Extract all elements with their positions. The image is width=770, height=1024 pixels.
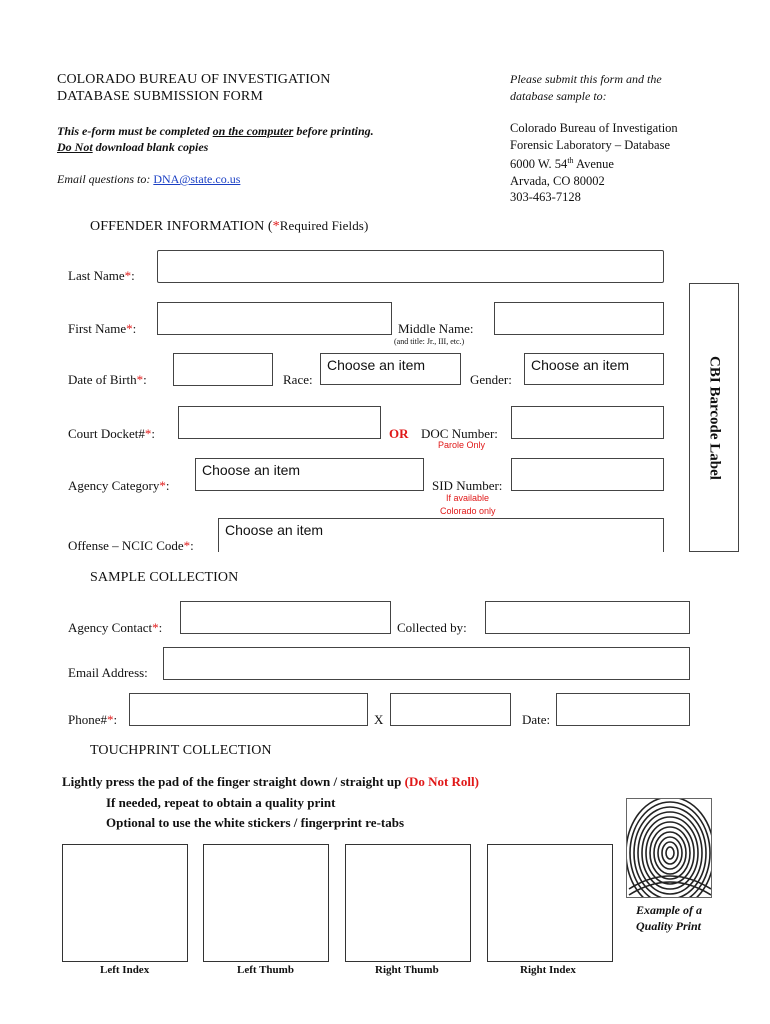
parole-only-note: Parole Only: [438, 440, 486, 450]
colon: :: [165, 478, 170, 493]
first-name-text: First Name: [68, 321, 127, 336]
race-label: Race:: [283, 372, 313, 387]
fingerprint-example-icon: [626, 798, 712, 898]
agency-contact-text: Agency Contact: [68, 620, 153, 635]
email-questions: [57, 172, 240, 187]
last-name-input[interactable]: [157, 250, 664, 283]
fingerprint-svg: [627, 799, 712, 898]
notice-text-2: download blank copies: [92, 140, 209, 154]
agency-category-dropdown[interactable]: Choose an item: [195, 458, 424, 491]
required-star: *: [126, 321, 133, 336]
if-available-note: If available: [446, 493, 490, 503]
right-index-print-box[interactable]: [487, 844, 613, 962]
colorado-only-note: Colorado only: [440, 506, 496, 516]
email-address-label: Email Address:: [68, 665, 148, 680]
phone-text: Phone#: [68, 712, 107, 727]
gender-dropdown[interactable]: Choose an item: [524, 353, 664, 385]
barcode-label-box: [689, 283, 739, 552]
notice-underline: on the computer: [212, 124, 294, 138]
agency-category-label: [68, 478, 169, 494]
right-thumb-print-box[interactable]: [345, 844, 471, 962]
right-thumb-label: Right Thumb: [375, 964, 439, 976]
offense-code-dropdown[interactable]: Choose an item: [218, 518, 664, 552]
first-name-input[interactable]: [157, 302, 392, 335]
left-index-label: Left Index: [100, 964, 150, 976]
submit-line-2: database sample to:: [510, 89, 607, 103]
right-index-label: Right Index: [520, 964, 576, 976]
example-caption-1: Example of a: [636, 903, 702, 917]
address-line-1: Colorado Bureau of Investigation: [510, 121, 678, 135]
colon: :: [131, 268, 135, 283]
court-docket-text: Court Docket#: [68, 426, 145, 441]
submit-line-1: Please submit this form and the: [510, 72, 662, 86]
email-questions-label: Email questions to:: [57, 172, 154, 186]
address-sup: th: [567, 156, 574, 165]
offense-code-label: [68, 538, 194, 554]
email-address-input[interactable]: [163, 647, 690, 680]
do-not-roll-warning: (Do Not Roll): [404, 774, 479, 789]
address-line-4: Arvada, CO 80002: [510, 173, 605, 188]
notice-text-end: before printing.: [293, 124, 374, 138]
form-title: DATABASE SUBMISSION FORM: [57, 89, 263, 104]
date-input[interactable]: [556, 693, 690, 726]
offender-section-title: [90, 218, 368, 235]
last-name-label: [68, 268, 135, 284]
org-name: COLORADO BUREAU OF INVESTIGATION: [57, 72, 331, 87]
required-star: *: [183, 538, 191, 553]
sample-section-title: SAMPLE COLLECTION: [90, 570, 239, 585]
last-name-text: Last Name: [68, 268, 125, 283]
colon: :: [190, 538, 194, 553]
first-name-label: [68, 321, 136, 337]
offense-code-text: Offense – NCIC Code: [68, 538, 184, 553]
left-index-print-box[interactable]: [62, 844, 188, 962]
required-star: *: [124, 268, 132, 283]
touchprint-section-title: TOUCHPRINT COLLECTION: [90, 743, 272, 758]
offender-title-text: OFFENDER INFORMATION (: [90, 219, 273, 234]
mailing-address: [510, 120, 678, 206]
address-line-3: [510, 153, 678, 173]
colon: :: [151, 426, 156, 441]
required-star: *: [136, 372, 144, 387]
touchprint-instruction-3: Optional to use the white stickers / fingerprint re-tabs: [106, 815, 405, 830]
offender-title-req: Required Fields): [279, 218, 369, 233]
collected-by-label: Collected by:: [397, 620, 467, 635]
required-star: *: [152, 620, 159, 635]
touchprint-instruction-2: If needed, repeat to obtain a quality print: [106, 795, 336, 810]
colon: :: [143, 372, 147, 387]
court-docket-input[interactable]: [178, 406, 381, 439]
dob-input[interactable]: [173, 353, 273, 386]
gender-label: Gender:: [470, 372, 512, 387]
left-thumb-print-box[interactable]: [203, 844, 329, 962]
phone-input[interactable]: [129, 693, 368, 726]
do-not-underline: Do Not: [57, 140, 93, 154]
notice-text: This e-form must be completed: [57, 124, 213, 138]
dob-text: Date of Birth: [68, 372, 137, 387]
colon: :: [158, 620, 163, 635]
middle-name-input[interactable]: [494, 302, 664, 335]
extension-input[interactable]: [390, 693, 511, 726]
address-line-5: 303-463-7128: [510, 190, 581, 205]
collected-by-input[interactable]: [485, 601, 690, 634]
middle-name-note: (and title: Jr., III, etc.): [394, 337, 465, 346]
doc-number-input[interactable]: [511, 406, 664, 439]
address-street: 6000 W. 54: [510, 157, 568, 172]
agency-contact-input[interactable]: [180, 601, 391, 634]
date-label: Date:: [522, 712, 551, 727]
agency-contact-label: [68, 620, 162, 636]
instruction-text: Lightly press the pad of the finger straight down / straight up: [62, 774, 405, 789]
colon: :: [113, 712, 118, 727]
race-dropdown[interactable]: Choose an item: [320, 353, 461, 385]
address-avenue: Avenue: [573, 157, 614, 172]
example-caption-2: Quality Print: [636, 919, 702, 933]
notice-line-2: [57, 140, 208, 155]
middle-name-label: Middle Name:: [398, 321, 474, 336]
left-thumb-label: Left Thumb: [237, 964, 294, 976]
colon: :: [132, 321, 137, 336]
required-star: *: [159, 478, 166, 493]
required-star: *: [107, 712, 114, 727]
required-star: *: [272, 219, 280, 234]
notice-line-1: [57, 124, 374, 139]
email-link[interactable]: DNA@state.co.us: [153, 172, 241, 186]
barcode-label-text: CBI Barcode Label: [706, 355, 723, 480]
required-star: *: [144, 426, 152, 441]
sid-number-input[interactable]: [511, 458, 664, 491]
agency-category-text: Agency Category: [68, 478, 160, 493]
dob-label: [68, 372, 147, 388]
or-label: OR: [389, 426, 409, 441]
address-line-2: Forensic Laboratory – Database: [510, 137, 671, 152]
extension-x-label: X: [374, 712, 384, 727]
doc-number-label: DOC Number:: [421, 426, 498, 441]
court-docket-label: [68, 426, 155, 442]
phone-label: [68, 712, 117, 728]
sid-number-label: SID Number:: [432, 478, 503, 493]
touchprint-instruction-1: [62, 774, 479, 790]
